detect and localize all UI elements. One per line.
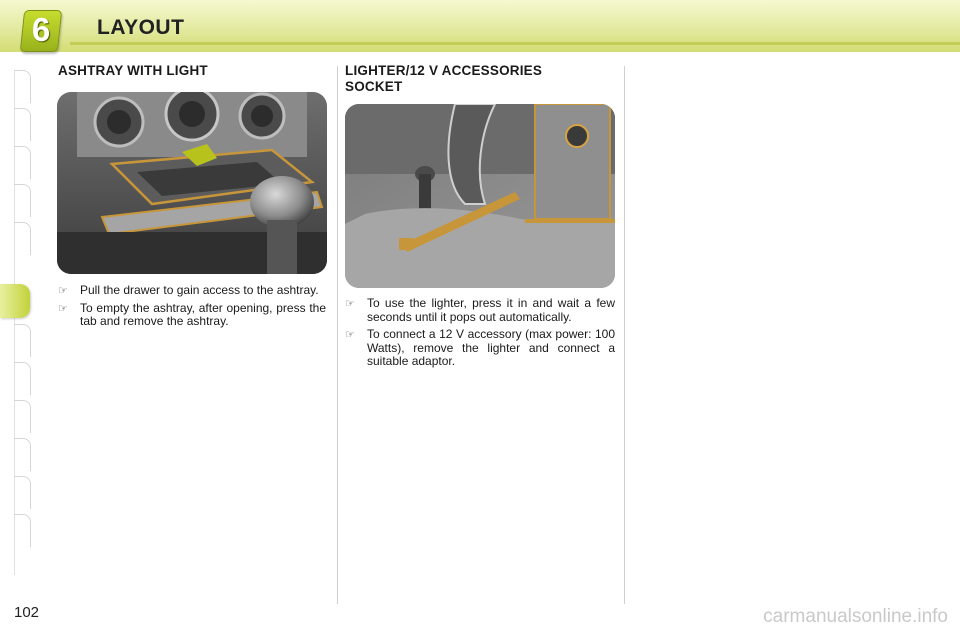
chapter-header (0, 0, 960, 52)
chapter-tab-6-active[interactable] (0, 284, 30, 318)
chapter-tab-2[interactable] (14, 108, 31, 141)
list-item (345, 297, 615, 324)
pointing-hand-icon: ☞ (345, 329, 355, 341)
instruction-text: To use the lighter, press it in and wait a few seconds until it pops out automatically. (367, 296, 615, 324)
ashtray-illustration (57, 92, 327, 274)
ashtray-photo (57, 92, 327, 274)
chapter-tab-5[interactable] (14, 222, 31, 255)
header-rule (70, 42, 960, 45)
chapter-tab-11[interactable] (14, 476, 31, 509)
instruction-text: To connect a 12 V accessory (max power: 100 Watts), remove the lighter and connect a suitable adaptor. (367, 327, 615, 368)
chapter-tab-4[interactable] (14, 184, 31, 217)
chapter-tab-3[interactable] (14, 146, 31, 179)
chapter-tab-1[interactable] (14, 70, 31, 103)
instruction-text: To empty the ashtray, after opening, press the tab and remove the ashtray. (80, 300, 326, 328)
chapter-tab-9[interactable] (14, 400, 31, 433)
instruction-text: Pull the drawer to gain access to the ashtray. (80, 283, 319, 297)
section-title-line: SOCKET (345, 79, 403, 94)
list-item (58, 302, 326, 329)
list-item (345, 328, 615, 369)
lighter-illustration (345, 104, 615, 288)
pointing-hand-icon: ☞ (345, 298, 355, 310)
page-number: 102 (14, 604, 40, 621)
section-title-line: LIGHTER/12 V ACCESSORIES (345, 63, 543, 78)
pointing-hand-icon: ☞ (58, 285, 68, 297)
chapter-tabs (0, 70, 34, 576)
pointing-hand-icon: ☞ (58, 302, 68, 315)
column-divider (337, 66, 338, 604)
chapter-title: LAYOUT (97, 16, 185, 39)
section-title-ashtray: ASHTRAY WITH LIGHT (58, 63, 208, 78)
section-title-lighter (345, 63, 542, 95)
chapter-tab-10[interactable] (14, 438, 31, 471)
lighter-instructions (345, 297, 615, 373)
lighter-photo (345, 104, 615, 288)
watermark: carmanualsonline.info (763, 606, 948, 627)
list-item (58, 284, 326, 298)
chapter-tab-12[interactable] (14, 514, 31, 547)
chapter-tab-7[interactable] (14, 324, 31, 357)
column-divider (624, 66, 625, 604)
chapter-number: 6 (31, 11, 51, 48)
ashtray-instructions (58, 284, 326, 333)
chapter-tab-8[interactable] (14, 362, 31, 395)
